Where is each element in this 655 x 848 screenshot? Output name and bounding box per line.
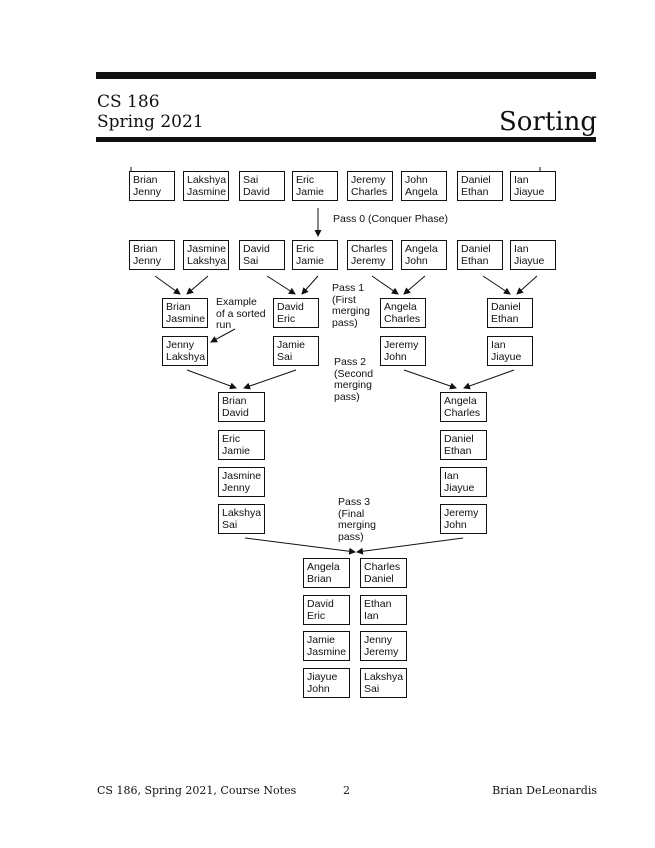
pass3-page xyxy=(360,595,407,625)
record-name: Eric xyxy=(307,610,326,622)
record-name: David xyxy=(243,243,270,255)
record-name: Jasmine xyxy=(307,646,347,658)
record-name: David xyxy=(277,301,304,313)
record-name: Ian xyxy=(514,243,529,255)
pass2-page xyxy=(218,467,265,497)
pass3-page xyxy=(303,631,350,661)
pass2-page xyxy=(218,430,265,460)
record-name: Jeremy xyxy=(351,255,386,267)
pass0-run xyxy=(183,240,229,270)
record-name: Eric xyxy=(277,313,296,325)
pass1-page xyxy=(162,298,208,328)
record-name: Ian xyxy=(491,339,506,351)
pass0-run xyxy=(401,240,447,270)
record-name: Charles xyxy=(444,407,481,419)
pass3-page xyxy=(360,631,407,661)
record-name: Daniel xyxy=(461,243,491,255)
record-name: Angela xyxy=(307,561,340,573)
record-name: Ethan xyxy=(444,445,472,457)
record-name: Ethan xyxy=(364,598,392,610)
record-name: John xyxy=(307,683,330,695)
page-number: 2 xyxy=(343,784,350,797)
initial-run xyxy=(510,171,556,201)
record-name: Sai xyxy=(243,174,259,186)
initial-run xyxy=(129,171,175,201)
pass1-page xyxy=(273,298,319,328)
record-name: Brian xyxy=(133,243,158,255)
record-name: Daniel xyxy=(444,433,474,445)
record-name: Brian xyxy=(166,301,191,313)
record-name: David xyxy=(307,598,334,610)
pass0-label: Pass 0 (Conquer Phase) xyxy=(333,213,448,225)
record-name: John xyxy=(405,255,428,267)
record-name: Sai xyxy=(222,519,238,531)
record-name: Charles xyxy=(364,561,401,573)
pass0-run xyxy=(129,240,175,270)
record-name: Daniel xyxy=(461,174,491,186)
record-name: Sai xyxy=(364,683,380,695)
record-name: Ian xyxy=(514,174,529,186)
record-name: David xyxy=(243,186,270,198)
pass1-page xyxy=(162,336,208,366)
initial-run xyxy=(183,171,229,201)
record-name: Jiayue xyxy=(444,482,475,494)
record-name: Jenny xyxy=(133,255,162,267)
pass2-label: Pass 2 (Second merging pass) xyxy=(334,356,374,403)
pass3-page xyxy=(303,668,350,698)
record-name: Lakshya xyxy=(187,174,227,186)
record-name: Jiayue xyxy=(307,671,338,683)
record-name: Jamie xyxy=(222,445,251,457)
record-name: John xyxy=(444,519,467,531)
record-name: Jeremy xyxy=(384,339,419,351)
pass2-page xyxy=(440,392,487,422)
pass2-page xyxy=(218,504,265,534)
record-name: Charles xyxy=(384,313,421,325)
record-name: Jenny xyxy=(364,634,393,646)
record-name: Sai xyxy=(277,351,293,363)
pass0-run xyxy=(457,240,503,270)
initial-run xyxy=(239,171,285,201)
record-name: Jamie xyxy=(307,634,336,646)
pass0-run xyxy=(347,240,393,270)
pass3-label: Pass 3 (Final merging pass) xyxy=(338,496,376,543)
initial-run xyxy=(457,171,503,201)
record-name: Brian xyxy=(133,174,158,186)
pass1-page xyxy=(380,298,426,328)
pass3-page xyxy=(303,558,350,588)
record-name: Jamie xyxy=(296,255,325,267)
pass3-page xyxy=(360,558,407,588)
record-name: Charles xyxy=(351,243,388,255)
record-name: Daniel xyxy=(491,301,521,313)
record-name: Lakshya xyxy=(187,255,227,267)
pass2-page xyxy=(440,430,487,460)
record-name: Jasmine xyxy=(187,186,227,198)
record-name: Sai xyxy=(243,255,259,267)
record-name: Jasmine xyxy=(166,313,206,325)
record-name: Lakshya xyxy=(222,507,262,519)
record-name: Angela xyxy=(405,243,438,255)
record-name: Jiayue xyxy=(514,255,545,267)
record-name: David xyxy=(222,407,249,419)
record-name: Daniel xyxy=(364,573,394,585)
record-name: Brian xyxy=(222,395,247,407)
record-name: Ethan xyxy=(491,313,519,325)
pass1-page xyxy=(487,298,533,328)
record-name: Jamie xyxy=(277,339,306,351)
record-name: Ethan xyxy=(461,186,489,198)
record-name: Jenny xyxy=(166,339,195,351)
record-name: Ian xyxy=(364,610,379,622)
record-name: Jeremy xyxy=(351,174,386,186)
record-name: Angela xyxy=(384,301,417,313)
record-name: Eric xyxy=(222,433,241,445)
record-name: John xyxy=(384,351,407,363)
pass2-page xyxy=(440,504,487,534)
course-term: Spring 2021 xyxy=(97,112,204,132)
pass2-page xyxy=(218,392,265,422)
pass0-run xyxy=(292,240,338,270)
record-name: Jenny xyxy=(133,186,162,198)
pass0-run xyxy=(239,240,285,270)
record-name: Ian xyxy=(444,470,459,482)
pass1-page xyxy=(273,336,319,366)
example-label: Example of a sorted run xyxy=(216,296,266,331)
record-name: Jiayue xyxy=(491,351,522,363)
course-name: CS 186 xyxy=(97,92,160,112)
pass1-page xyxy=(487,336,533,366)
record-name: Lakshya xyxy=(364,671,404,683)
page-title: Sorting xyxy=(498,107,597,137)
record-name: Angela xyxy=(444,395,477,407)
initial-run xyxy=(292,171,338,201)
record-name: Eric xyxy=(296,174,315,186)
pass0-run xyxy=(510,240,556,270)
record-name: Jiayue xyxy=(514,186,545,198)
record-name: Ethan xyxy=(461,255,489,267)
record-name: John xyxy=(405,174,428,186)
record-name: Jeremy xyxy=(364,646,399,658)
record-name: Jasmine xyxy=(187,243,227,255)
pass2-page xyxy=(440,467,487,497)
initial-run xyxy=(347,171,393,201)
record-name: Jamie xyxy=(296,186,325,198)
record-name: Lakshya xyxy=(166,351,206,363)
record-name: Eric xyxy=(296,243,315,255)
record-name: Jenny xyxy=(222,482,251,494)
pass3-page xyxy=(303,595,350,625)
footer-left: CS 186, Spring 2021, Course Notes xyxy=(97,784,297,797)
initial-run xyxy=(401,171,447,201)
record-name: Angela xyxy=(405,186,438,198)
record-name: Jeremy xyxy=(444,507,479,519)
pass1-label: Pass 1 (First merging pass) xyxy=(332,282,370,329)
record-name: Charles xyxy=(351,186,388,198)
footer-author: Brian DeLeonardis xyxy=(492,784,597,797)
record-name: Brian xyxy=(307,573,332,585)
record-name: Jasmine xyxy=(222,470,262,482)
pass1-page xyxy=(380,336,426,366)
pass3-page xyxy=(360,668,407,698)
